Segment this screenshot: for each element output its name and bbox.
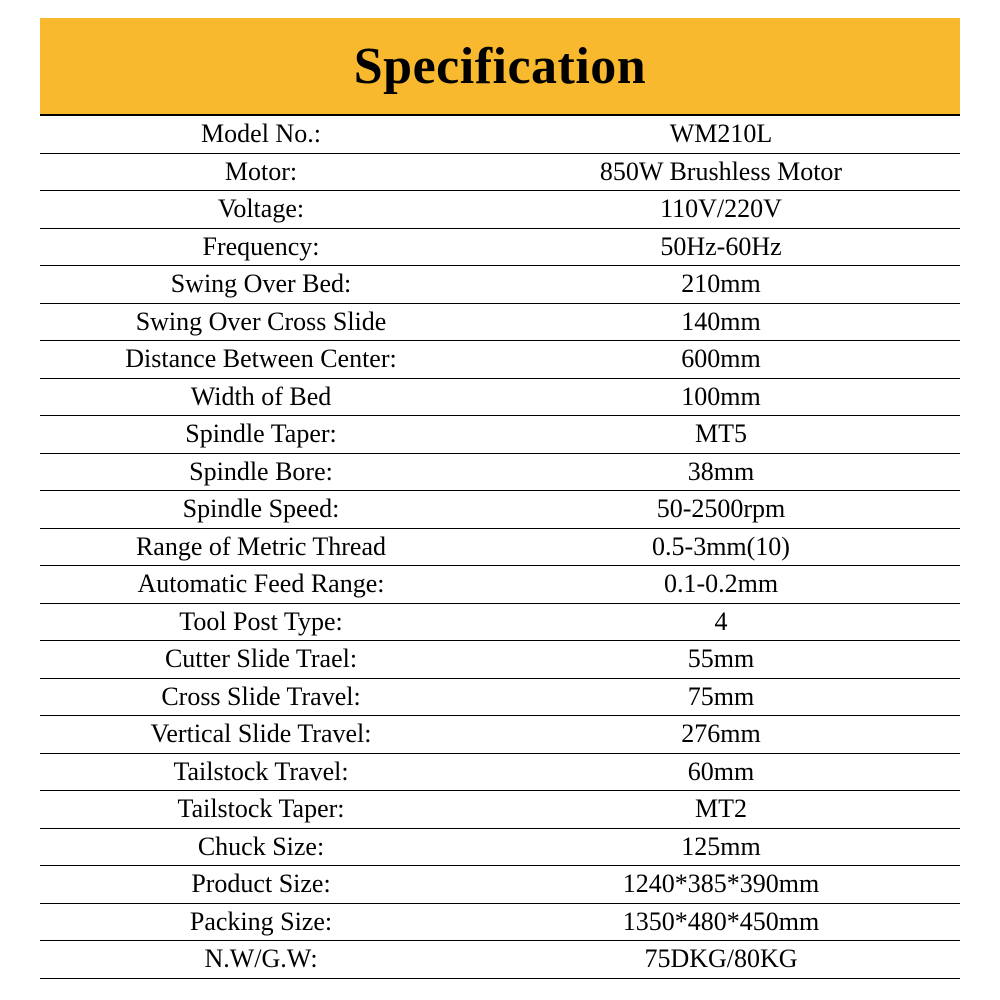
table-row xyxy=(40,754,960,792)
spec-value: 50-2500rpm xyxy=(656,494,786,524)
spec-value: 125mm xyxy=(681,831,761,861)
spec-value: 600mm xyxy=(681,344,761,374)
spec-label: Tool Post Type: xyxy=(179,606,343,636)
table-row xyxy=(40,491,960,529)
spec-value: 850W Brushless Motor xyxy=(599,156,843,186)
spec-value: 75mm xyxy=(687,681,755,711)
table-row xyxy=(40,679,960,717)
spec-value: 60mm xyxy=(687,756,755,786)
table-row xyxy=(40,229,960,267)
table-row xyxy=(40,266,960,304)
table-row xyxy=(40,529,960,567)
spec-value: 276mm xyxy=(681,719,761,749)
spec-value: 0.1-0.2mm xyxy=(663,569,779,599)
page-title: Specification xyxy=(353,37,647,95)
table-row xyxy=(40,829,960,867)
spec-table xyxy=(40,116,960,979)
spec-value: 75DKG/80KG xyxy=(644,944,798,974)
spec-label: Cross Slide Travel: xyxy=(161,681,361,711)
spec-label: Automatic Feed Range: xyxy=(137,569,385,599)
spec-label: Range of Metric Thread xyxy=(135,531,387,561)
spec-label: Model No.: xyxy=(201,119,321,149)
spec-label: Voltage: xyxy=(217,194,305,224)
spec-value: 1240*385*390mm xyxy=(622,869,820,899)
spec-value: 100mm xyxy=(681,381,761,411)
spec-label: Swing Over Cross Slide xyxy=(135,306,387,336)
spec-label: Spindle Speed: xyxy=(182,494,340,524)
table-row xyxy=(40,191,960,229)
spec-label: Frequency: xyxy=(202,231,320,261)
spec-value: 210mm xyxy=(681,269,761,299)
table-row xyxy=(40,566,960,604)
spec-label: Distance Between Center: xyxy=(125,344,397,374)
table-row xyxy=(40,454,960,492)
spec-label: Vertical Slide Travel: xyxy=(150,719,372,749)
spec-label: Spindle Taper: xyxy=(185,419,337,449)
table-row xyxy=(40,116,960,154)
table-row xyxy=(40,904,960,942)
table-row xyxy=(40,866,960,904)
table-row xyxy=(40,416,960,454)
spec-value: 1350*480*450mm xyxy=(622,906,820,936)
header-band xyxy=(40,18,960,116)
spec-value: 55mm xyxy=(687,644,755,674)
spec-value: 110V/220V xyxy=(660,194,782,224)
spec-label: Packing Size: xyxy=(189,906,333,936)
spec-value: 50Hz-60Hz xyxy=(660,231,782,261)
spec-label: N.W/G.W: xyxy=(204,944,318,974)
spec-value: 0.5-3mm(10) xyxy=(652,531,790,561)
table-row xyxy=(40,304,960,342)
spec-value: 4 xyxy=(714,606,728,636)
spec-label: Motor: xyxy=(224,156,298,186)
spec-value: WM210L xyxy=(669,119,773,149)
spec-label: Cutter Slide Trael: xyxy=(164,644,358,674)
table-row xyxy=(40,379,960,417)
spec-label: Product Size: xyxy=(191,869,331,899)
spec-label: Chuck Size: xyxy=(197,831,325,861)
table-row xyxy=(40,641,960,679)
specification-sheet xyxy=(40,18,960,979)
spec-label: Width of Bed xyxy=(190,381,332,411)
table-row xyxy=(40,341,960,379)
table-row xyxy=(40,791,960,829)
table-row xyxy=(40,716,960,754)
spec-label: Spindle Bore: xyxy=(189,456,333,486)
spec-label: Tailstock Travel: xyxy=(173,756,349,786)
spec-value: MT5 xyxy=(695,419,747,449)
table-row xyxy=(40,154,960,192)
spec-label: Swing Over Bed: xyxy=(170,269,352,299)
spec-value: 38mm xyxy=(687,456,755,486)
table-row xyxy=(40,604,960,642)
spec-label: Tailstock Taper: xyxy=(177,794,345,824)
spec-value: MT2 xyxy=(695,794,747,824)
table-row xyxy=(40,941,960,979)
spec-value: 140mm xyxy=(681,306,761,336)
